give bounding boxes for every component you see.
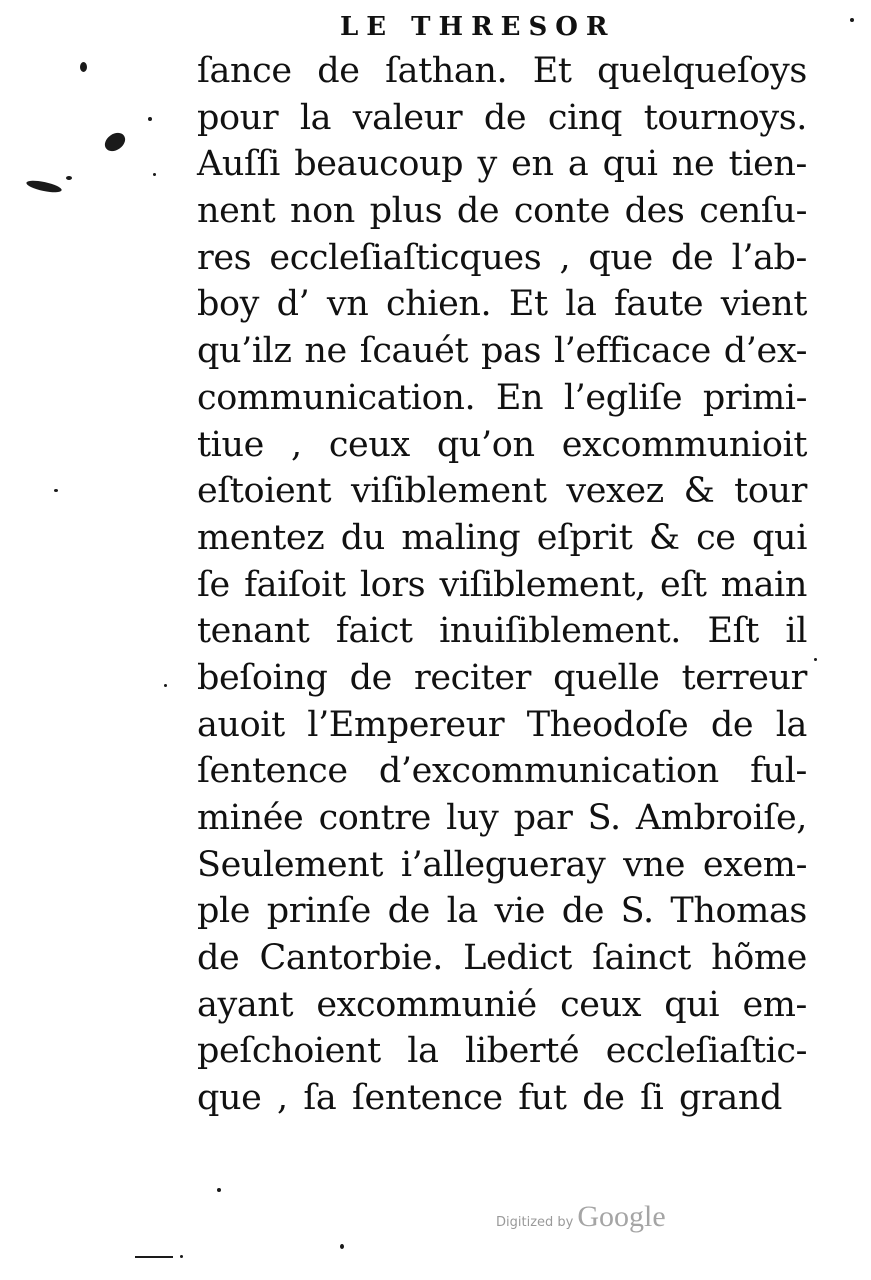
- text-line: de Cantorbie. Ledict ſainct hõme: [197, 938, 807, 979]
- ink-speck: [180, 1255, 183, 1258]
- text-line: tenant faict inuiſiblement. Eſt il: [197, 611, 807, 652]
- ink-speck: [80, 62, 87, 72]
- text-line: nent non plus de conte des cenſu-: [197, 191, 807, 232]
- text-line: ayant excommunié ceux qui em-: [197, 984, 807, 1025]
- text-line: eſtoient viſiblement vexez & tour: [197, 471, 807, 512]
- text-line: Seulement i’allegueray vne exem-: [197, 844, 807, 885]
- text-line: Auſſi beaucoup y en a qui ne tien-: [197, 144, 807, 185]
- text-line: ſentence d’excommunication ful-: [197, 751, 807, 792]
- text-line: ſe faiſoit lors viſiblement, eſt main: [197, 564, 807, 605]
- text-line: ple prinſe de la vie de S. Thomas: [197, 891, 807, 932]
- text-line: auoit l’Empereur Theodoſe de la: [197, 704, 807, 745]
- scan-edge-mark: [135, 1256, 173, 1258]
- running-head: LE THRESOR: [340, 12, 616, 42]
- google-logo: Google: [577, 1200, 666, 1233]
- ink-speck: [153, 173, 156, 176]
- digitized-watermark: [496, 1200, 666, 1240]
- ink-speck: [217, 1188, 221, 1192]
- text-line: minée contre luy par S. Ambroiſe,: [197, 798, 807, 838]
- text-line: tiue , ceux qu’on excommunioit: [197, 424, 807, 465]
- ink-speck: [148, 117, 152, 121]
- ink-speck: [66, 176, 72, 180]
- body-text: [197, 48, 807, 1122]
- ink-speck: [101, 129, 128, 155]
- text-line: boy d’ vn chien. Et la faute vient: [197, 284, 807, 325]
- text-line: ſance de ſathan. Et quelqueſoys: [197, 51, 807, 91]
- watermark-prefix: Digitized by: [496, 1215, 574, 1230]
- ink-speck: [850, 18, 854, 22]
- text-line: qu’ilz ne ſcauét pas l’efficace d’ex-: [197, 331, 807, 372]
- text-line: que , ſa ſentence fut de ſi grand: [197, 1078, 782, 1119]
- ink-speck: [164, 684, 167, 687]
- text-line: pour la valeur de cinq tournoys.: [197, 97, 807, 138]
- ink-speck: [25, 178, 62, 194]
- ink-speck: [54, 489, 58, 492]
- text-line: res eccleſiaſticques , que de l’ab-: [197, 237, 807, 278]
- text-line: peſchoient la liberté eccleſiaſtic-: [197, 1031, 807, 1072]
- ink-speck: [340, 1244, 344, 1249]
- ink-speck: [814, 658, 817, 661]
- text-line: beſoing de reciter quelle terreur: [197, 657, 807, 698]
- text-line: mentez du maling eſprit & ce qui: [197, 517, 807, 558]
- text-line: communication. En l’egliſe primi-: [197, 377, 807, 418]
